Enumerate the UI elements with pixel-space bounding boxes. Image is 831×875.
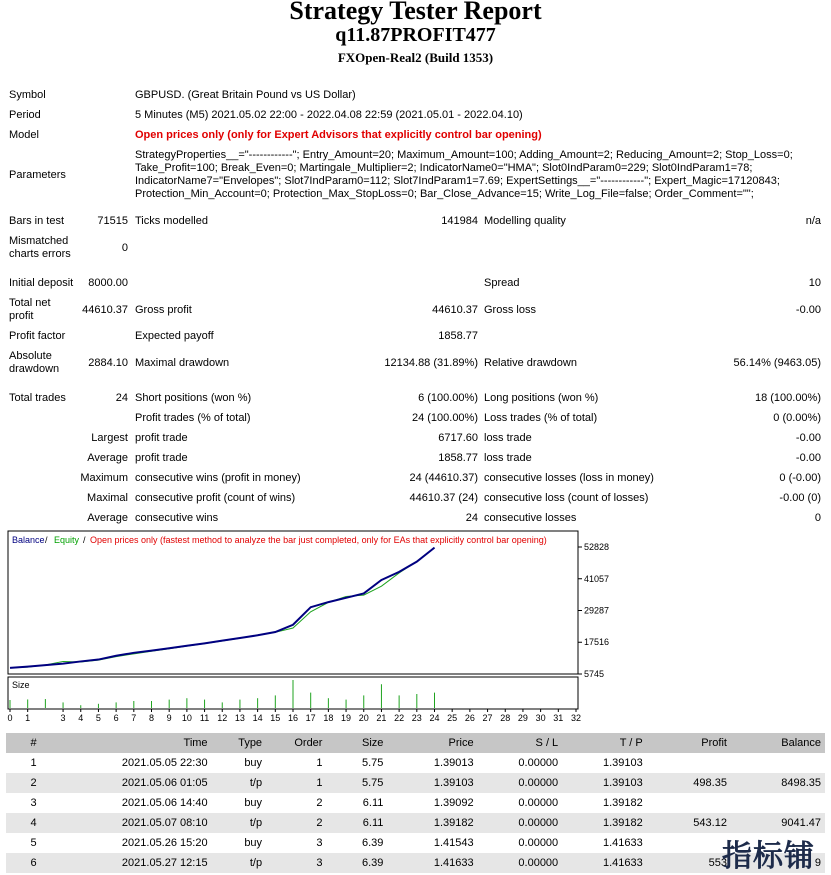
x-tick-label: 3 [60, 713, 66, 723]
table-cell [647, 833, 731, 853]
total-trades-value: 24 [115, 392, 128, 404]
absolute-drawdown-label: Absolute drawdown [9, 350, 60, 375]
max-consecutive-losses-label: consecutive losses (loss in money) [484, 472, 654, 484]
table-cell: 1 [316, 757, 323, 769]
short-positions-value: 6 (100.00%) [418, 392, 478, 404]
table-cell: 1.41633 [602, 837, 643, 849]
x-tick-label: 8 [148, 713, 155, 723]
table-cell: 1.41633 [562, 853, 647, 873]
x-tick-label: 10 [181, 713, 192, 723]
absolute-drawdown-value: 2884.10 [88, 357, 128, 369]
server-build: FXOpen-Real2 (Build 1353) [337, 50, 494, 65]
model-value: Open prices only (only for Expert Advisors that explicitly control bar opening) [135, 129, 542, 141]
parameters-value: StrategyProperties__="------------"; Entry_Amount=20; Maximum_Amount=100; Adding_Amount=2; Reducing_Amount=2; Stop_Loss=0; Take_Profit=100; Break_Even=0; Martingale_Multiplier=2; IndicatorName0="HMA"; Slot0IndParam0=229; Slot0IndParam1=78; IndicatorName7="Envelopes"; Slot7IndParam0=112; Slot7IndParam1=7.69; ExpertSettings__="------------"; Expert_Magic=17120843; Protection_Min_Account=0; Protection_Max_StopLoss=0; Bar_Close_Advance=15; Write_Log_File=false; Order_Comment=""; [135, 149, 793, 200]
table-cell: buy [244, 837, 263, 849]
max-consecutive-losses-value: 0 (-0.00) [779, 472, 821, 484]
size-label: Size [12, 680, 30, 690]
profit-trades-label: Profit trades (% of total) [135, 412, 251, 424]
max-consecutive-loss-label: consecutive loss (count of losses) [484, 492, 649, 504]
max-consecutive-wins-label: consecutive wins (profit in money) [135, 472, 301, 484]
table-cell [731, 793, 825, 813]
average-loss-trade-label: loss trade [484, 452, 532, 464]
legend-separator-2: / [83, 535, 86, 545]
x-tick-label: 30 [535, 713, 546, 723]
x-tick-label: 31 [553, 713, 564, 723]
gross-profit-label: Gross profit [135, 304, 192, 316]
x-tick-label: 0 [7, 713, 13, 723]
avg-consecutive-wins-label: consecutive wins [135, 512, 219, 524]
x-tick-label: 5 [95, 713, 101, 723]
table-cell: 0.00000 [478, 773, 563, 793]
x-tick-label: 27 [482, 713, 493, 723]
col-order: Order [266, 733, 326, 753]
x-tick-label: 26 [464, 713, 475, 723]
x-tick-label: 21 [376, 713, 387, 723]
x-tick-label: 13 [234, 713, 245, 723]
legend-separator-1: / [45, 535, 48, 545]
table-cell: 2021.05.06 14:40 [121, 797, 208, 809]
watermark-logo: 指标铺 [722, 840, 815, 873]
loss-trades-value: 0 (0.00%) [773, 412, 821, 424]
table-cell: 543.12 [647, 813, 731, 833]
table-row [6, 813, 825, 833]
expected-payoff-label: Expected payoff [135, 330, 214, 342]
x-tick-label: 16 [287, 713, 299, 723]
table-cell: 1.39182 [562, 813, 647, 833]
table-cell: buy [244, 797, 263, 809]
bars-label: Bars in test [9, 215, 65, 227]
maximum-label: Maximum [80, 472, 128, 484]
table-cell: 1.39013 [433, 757, 474, 769]
x-tick-label: 1 [25, 713, 31, 723]
col-size: Size [326, 733, 387, 753]
y-tick-label: 17516 [584, 637, 610, 648]
x-tick-label: 6 [113, 713, 119, 723]
expert-name: q11.87PROFIT477 [335, 24, 496, 46]
largest-profit-trade-value: 6717.60 [438, 432, 478, 444]
table-cell: 0.00000 [478, 813, 563, 833]
profit-factor-label: Profit factor [9, 330, 66, 342]
table-cell: 1.39182 [602, 797, 643, 809]
spread-value: 10 [808, 277, 821, 289]
table-cell: 2 [316, 797, 323, 809]
table-cell: 2021.05.07 08:10 [41, 813, 212, 833]
long-positions-label: Long positions (won %) [484, 392, 599, 404]
table-cell: 6.39 [361, 837, 384, 849]
table-cell: 1.41543 [433, 837, 474, 849]
table-cell: 498.35 [647, 773, 731, 793]
table-cell: 1 [266, 773, 326, 793]
bars-value: 71515 [97, 215, 128, 227]
model-label: Model [9, 129, 39, 141]
col-balance: Balance [731, 733, 825, 753]
largest-profit-trade-label: profit trade [135, 432, 188, 444]
table-cell: t/p [212, 813, 267, 833]
table-cell: 553 [647, 853, 731, 873]
x-tick-label: 29 [517, 713, 528, 723]
table-cell: t/p [212, 773, 267, 793]
table-cell: t/p [212, 853, 267, 873]
table-cell: 9041.47 [731, 813, 825, 833]
profit-trades-value: 24 (100.00%) [411, 412, 478, 424]
y-tick-label: 41057 [584, 573, 610, 584]
table-cell: 1.39092 [433, 797, 474, 809]
x-tick-label: 4 [78, 713, 84, 723]
y-tick-label: 29287 [584, 605, 610, 616]
table-cell: 2 [266, 813, 326, 833]
net-profit-label: Total net profit [9, 297, 51, 322]
table-cell: 2021.05.06 01:05 [41, 773, 212, 793]
table-cell: 2021.05.26 15:20 [121, 837, 208, 849]
x-tick-label: 23 [411, 713, 422, 723]
mismatch-label: Mismatched charts errors [9, 235, 71, 260]
table-row [6, 773, 825, 793]
x-tick-label: 32 [570, 713, 582, 723]
long-positions-value: 18 (100.00%) [754, 392, 821, 404]
quality-label: Modelling quality [484, 215, 566, 227]
parameters-label: Parameters [9, 169, 66, 181]
average-loss-trade-value: -0.00 [795, 452, 821, 464]
largest-loss-trade-value: -0.00 [795, 432, 821, 444]
table-cell [731, 753, 825, 773]
balance-chart [7, 531, 823, 723]
col-sl: S / L [478, 733, 563, 753]
table-cell: 1.39103 [562, 773, 647, 793]
table-cell: 3 [30, 797, 37, 809]
max-consecutive-loss-value: -0.00 (0) [779, 492, 821, 504]
avg-consecutive-losses-value: 0 [814, 512, 821, 524]
table-cell: 0.00000 [518, 797, 559, 809]
average-profit-trade-label: profit trade [135, 452, 188, 464]
average-label: Average [87, 452, 128, 464]
legend-note: Open prices only (fastest method to analyze the bar just completed, only for EAs that explicitly control bar opening) [90, 535, 547, 545]
relative-drawdown-value: 56.14% (9463.05) [733, 357, 821, 369]
table-cell: 5 [30, 837, 37, 849]
table-cell: 3 [266, 853, 326, 873]
period-label: Period [9, 109, 41, 121]
symbol-value: GBPUSD. (Great Britain Pound vs US Dollar) [135, 89, 356, 101]
largest-label: Largest [91, 432, 128, 444]
deals-table [6, 733, 825, 873]
x-tick-label: 15 [270, 713, 281, 723]
x-tick-label: 22 [394, 713, 405, 723]
col-type: Type [212, 733, 267, 753]
table-cell: 1 [30, 757, 37, 769]
x-tick-label: 20 [358, 713, 369, 723]
maximal-drawdown-value: 12134.88 (31.89%) [384, 357, 478, 369]
table-cell: 4 [6, 813, 41, 833]
report-title: Strategy Tester Report [289, 0, 542, 25]
gross-loss-value: -0.00 [795, 304, 821, 316]
y-tick-label: 5745 [584, 669, 605, 679]
x-tick-label: 25 [447, 713, 458, 723]
table-cell: buy [244, 757, 263, 769]
relative-drawdown-label: Relative drawdown [484, 357, 577, 369]
x-tick-label: 17 [305, 713, 316, 723]
deposit-value: 8000.00 [88, 277, 128, 289]
short-positions-label: Short positions (won %) [135, 392, 252, 404]
col-tp: T / P [562, 733, 647, 753]
table-cell: 6.11 [362, 797, 384, 809]
table-cell: 1.39103 [602, 757, 643, 769]
x-tick-label: 14 [252, 713, 263, 723]
table-cell: 9 [731, 853, 825, 873]
gross-profit-value: 44610.37 [432, 304, 478, 316]
col-time: Time [41, 733, 212, 753]
col-number: # [6, 733, 41, 753]
table-cell: 6.11 [326, 813, 387, 833]
table-cell: 5.75 [361, 757, 384, 769]
deposit-label: Initial deposit [9, 277, 74, 289]
table-cell: 0.00000 [518, 837, 559, 849]
table-cell: 1.41633 [387, 853, 477, 873]
x-tick-label: 12 [217, 713, 228, 723]
loss-trades-label: Loss trades (% of total) [484, 412, 598, 424]
largest-loss-trade-label: loss trade [484, 432, 532, 444]
avg-consecutive-losses-label: consecutive losses [484, 512, 577, 524]
table-cell [647, 793, 731, 813]
table-cell: 6.39 [326, 853, 387, 873]
ticks-value: 141984 [441, 215, 478, 227]
ticks-label: Ticks modelled [135, 215, 208, 227]
total-trades-label: Total trades [9, 392, 66, 404]
x-tick-label: 9 [166, 713, 172, 723]
table-cell: 1.39182 [387, 813, 477, 833]
maximal-drawdown-label: Maximal drawdown [135, 357, 230, 369]
legend-balance: Balance [12, 535, 45, 545]
x-tick-label: 7 [131, 713, 137, 723]
mismatch-value: 0 [121, 242, 128, 254]
deals-header-row [6, 733, 825, 753]
gross-loss-label: Gross loss [484, 304, 536, 316]
max-consecutive-wins-value: 24 (44610.37) [409, 472, 478, 484]
table-row [6, 793, 825, 813]
legend-equity: Equity [54, 535, 80, 545]
period-value: 5 Minutes (M5) 2021.05.02 22:00 - 2022.04.08 22:59 (2021.05.01 - 2022.04.10) [135, 109, 523, 121]
average-consecutive-label: Average [87, 512, 128, 524]
spread-label: Spread [484, 277, 520, 289]
table-cell: 8498.35 [731, 773, 825, 793]
table-cell: 6 [6, 853, 41, 873]
x-tick-label: 11 [199, 713, 210, 723]
avg-consecutive-wins-value: 24 [465, 512, 478, 524]
table-cell: 0.00000 [478, 853, 563, 873]
table-cell: 1.39103 [387, 773, 477, 793]
table-cell: 2 [6, 773, 41, 793]
x-tick-label: 19 [341, 713, 352, 723]
table-cell: 0.00000 [518, 757, 559, 769]
y-tick-label: 52828 [584, 542, 610, 552]
table-cell: 2021.05.27 12:15 [41, 853, 212, 873]
table-cell [647, 753, 731, 773]
max-consecutive-profit-value: 44610.37 (24) [409, 492, 478, 504]
expected-payoff-value: 1858.77 [438, 330, 478, 342]
x-tick-label: 28 [500, 713, 511, 723]
x-tick-label: 18 [323, 713, 334, 723]
table-cell: 3 [316, 837, 323, 849]
average-profit-trade-value: 1858.77 [438, 452, 478, 464]
table-cell: 2021.05.05 22:30 [121, 757, 208, 769]
x-tick-label: 24 [429, 713, 440, 723]
table-row [6, 833, 825, 853]
table-cell: 5.75 [326, 773, 387, 793]
net-profit-value: 44610.37 [82, 304, 128, 316]
max-consecutive-profit-label: consecutive profit (count of wins) [135, 492, 296, 504]
symbol-label: Symbol [9, 89, 46, 101]
col-price: Price [387, 733, 477, 753]
table-row [6, 753, 825, 773]
col-profit: Profit [647, 733, 731, 753]
maximal-label: Maximal [87, 492, 128, 504]
quality-value: n/a [805, 215, 821, 227]
table-row [6, 853, 825, 873]
